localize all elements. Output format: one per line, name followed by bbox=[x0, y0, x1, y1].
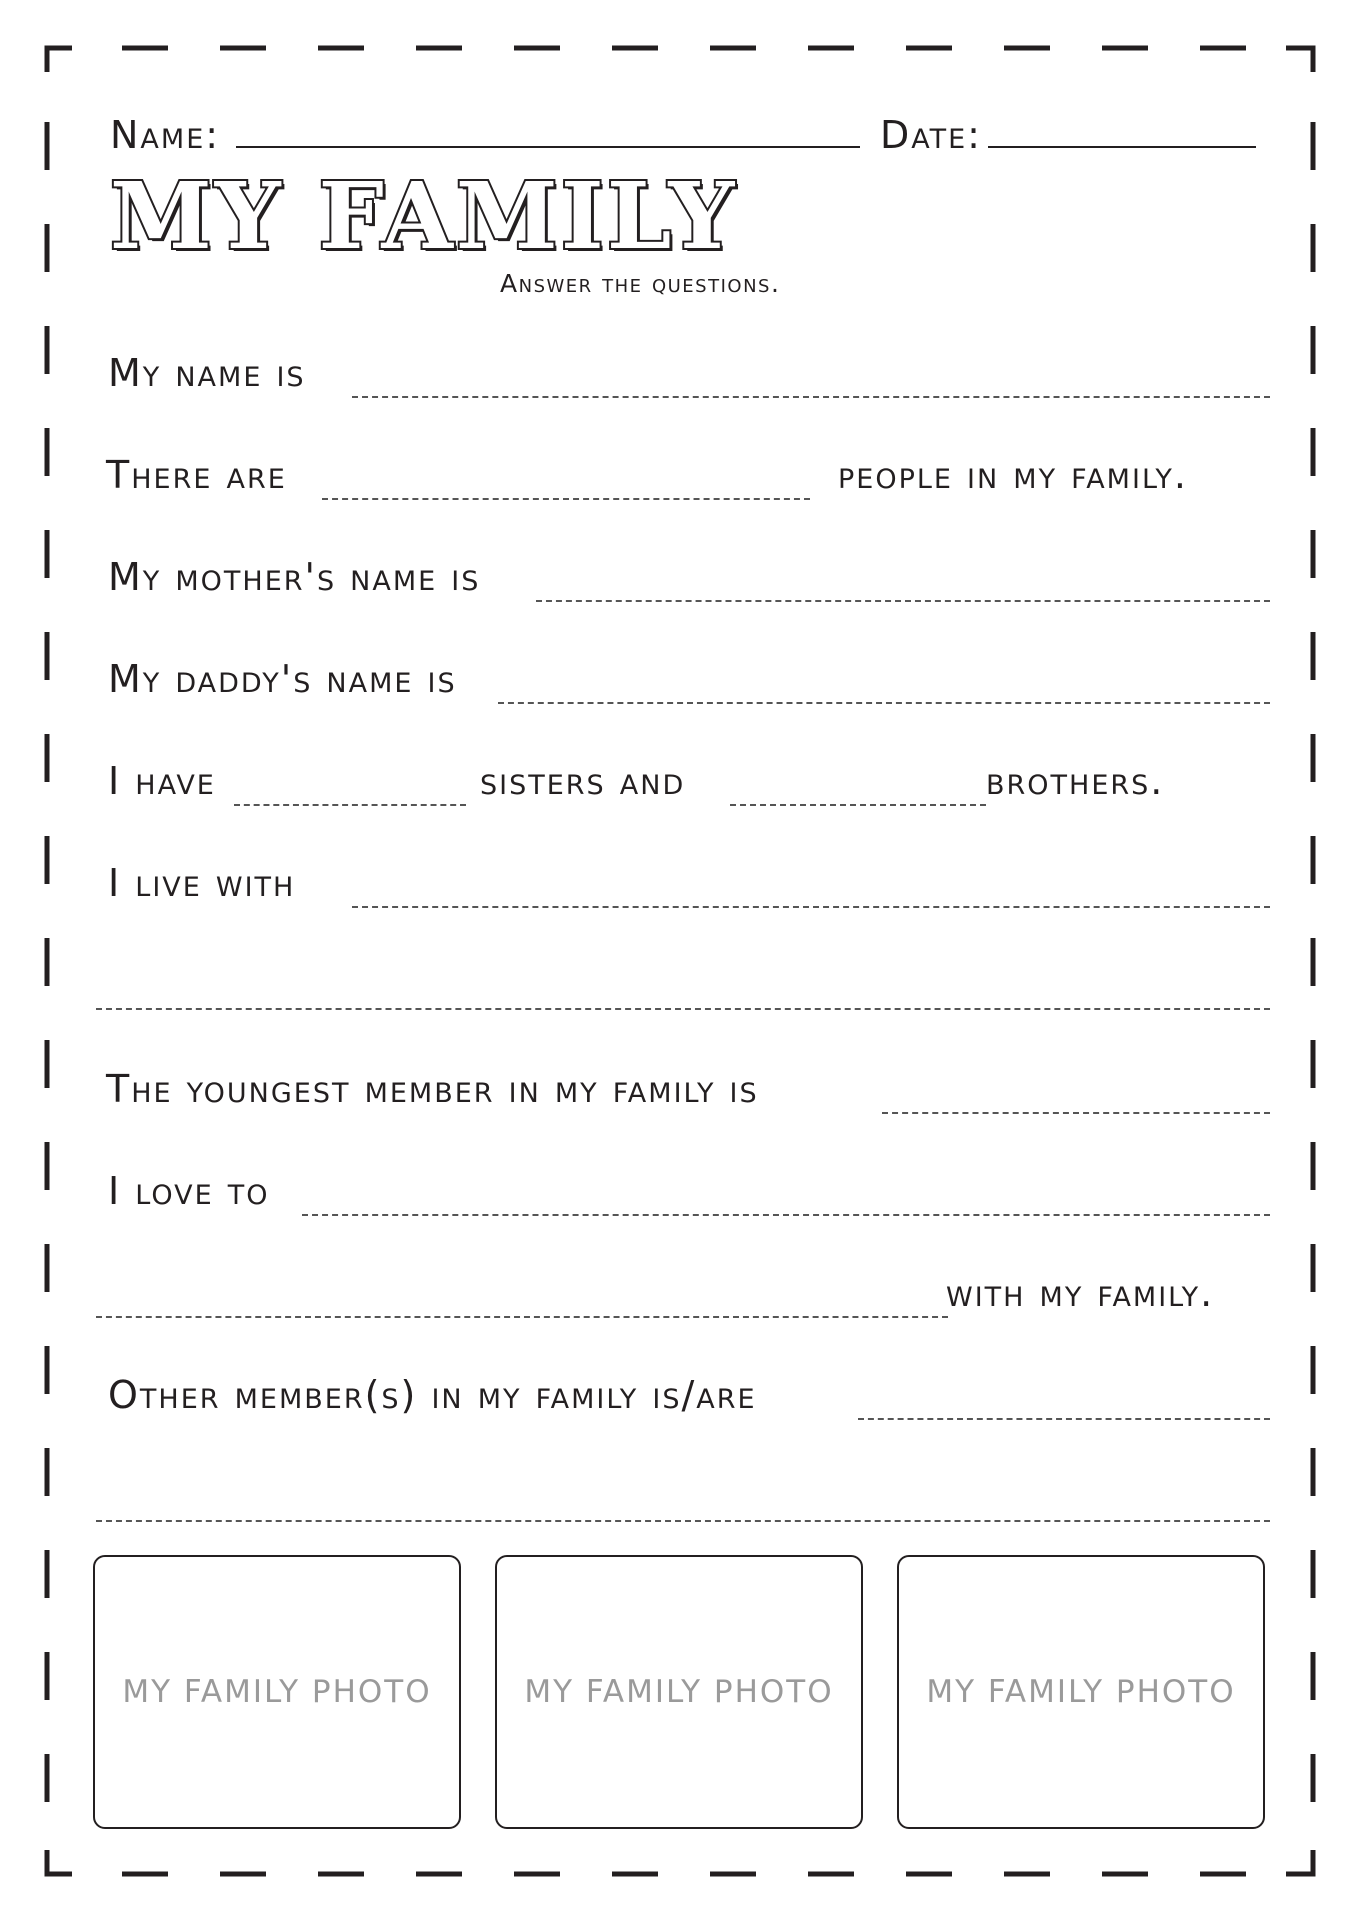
question-my-name: My name is bbox=[108, 351, 306, 395]
answer-live-with-line-1[interactable] bbox=[352, 906, 1270, 908]
question-live-with: I live with bbox=[108, 861, 296, 905]
date-field[interactable] bbox=[988, 146, 1256, 148]
name-label: Name: bbox=[110, 113, 221, 157]
answer-live-with-line-2[interactable] bbox=[96, 1008, 1270, 1010]
photo-placeholder-label: MY FAMILY PHOTO bbox=[524, 1674, 834, 1710]
answer-other-members-line-1[interactable] bbox=[858, 1418, 1270, 1420]
question-other-members: Other member(s) in my family is/are bbox=[108, 1373, 757, 1417]
answer-love-to-line-1[interactable] bbox=[302, 1214, 1270, 1216]
question-siblings-prefix: I have bbox=[108, 759, 216, 803]
answer-sisters-count[interactable] bbox=[234, 804, 466, 806]
photo-placeholder-label: MY FAMILY PHOTO bbox=[926, 1674, 1236, 1710]
question-love-to-suffix: with my family. bbox=[946, 1271, 1215, 1315]
family-photo-box-2[interactable] bbox=[495, 1555, 863, 1829]
answer-youngest-member[interactable] bbox=[882, 1112, 1270, 1114]
date-label: Date: bbox=[880, 113, 982, 157]
question-mother-name: My mother's name is bbox=[108, 555, 481, 599]
answer-love-to-line-2[interactable] bbox=[96, 1316, 948, 1318]
question-people-count-prefix: There are bbox=[106, 453, 287, 497]
family-photo-box-1[interactable] bbox=[93, 1555, 461, 1829]
page-title: MY FAMILY bbox=[110, 162, 738, 270]
question-youngest-member: The youngest member in my family is bbox=[106, 1067, 759, 1111]
name-field[interactable] bbox=[236, 146, 860, 148]
question-people-count-suffix: people in my family. bbox=[838, 453, 1188, 497]
question-siblings-suffix: brothers. bbox=[986, 759, 1165, 803]
instruction-text: Answer the questions. bbox=[500, 269, 781, 298]
family-photo-box-3[interactable] bbox=[897, 1555, 1265, 1829]
answer-daddy-name[interactable] bbox=[498, 702, 1270, 704]
answer-mother-name[interactable] bbox=[536, 600, 1270, 602]
question-siblings-middle: sisters and bbox=[480, 759, 686, 803]
photo-placeholder-label: MY FAMILY PHOTO bbox=[122, 1674, 432, 1710]
answer-other-members-line-2[interactable] bbox=[96, 1520, 1270, 1522]
answer-brothers-count[interactable] bbox=[730, 804, 986, 806]
answer-my-name[interactable] bbox=[352, 396, 1270, 398]
question-daddy-name: My daddy's name is bbox=[108, 657, 457, 701]
answer-people-count[interactable] bbox=[322, 498, 810, 500]
question-love-to: I love to bbox=[108, 1169, 270, 1213]
